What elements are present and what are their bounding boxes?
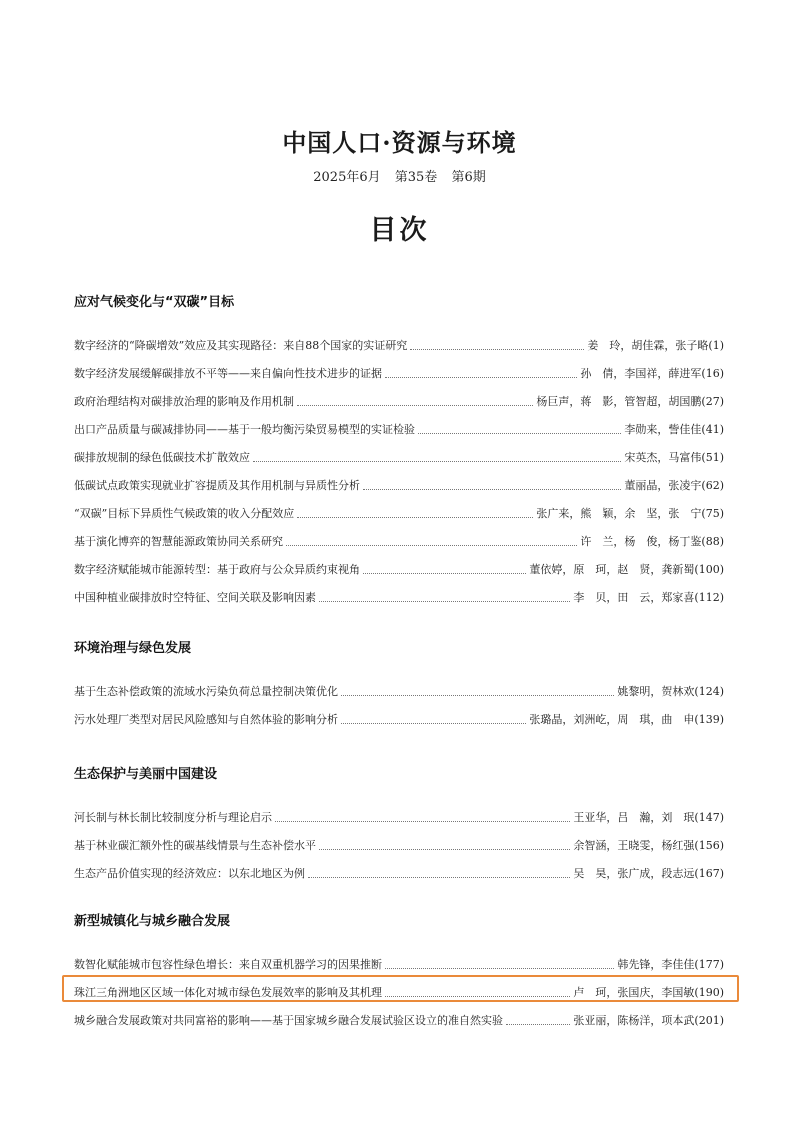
issue-line — [0, 166, 799, 185]
entry-title: 中国种植业碳排放时空特征、空间关联及影响因素 — [74, 591, 316, 604]
entry-title: 数字经济发展缓解碳排放不平等——来自偏向性技术进步的证据 — [74, 367, 382, 380]
entry-list — [74, 804, 724, 888]
dot-leader — [308, 876, 570, 878]
entry-authors: 张璐晶，刘洲屹，周 琪，曲 申 — [529, 713, 695, 726]
dot-leader — [410, 348, 584, 350]
entry-authors: 王亚华，吕 瀚，刘 珉 — [573, 811, 695, 824]
entry-page: (16) — [701, 367, 724, 380]
entry-title: 污水处理厂类型对居民风险感知与自然体验的影响分析 — [74, 713, 338, 726]
toc-heading: 目次 — [369, 215, 430, 246]
entry-page: (156) — [694, 839, 724, 852]
entry-page: (139) — [694, 713, 724, 726]
toc-entry[interactable] — [74, 556, 724, 584]
entry-page: (201) — [694, 1014, 724, 1027]
entry-authors: 董丽晶，张凌宇 — [624, 479, 702, 492]
dot-leader — [297, 404, 533, 406]
toc-section — [74, 294, 724, 612]
journal-title: 中国人口·资源与环境 — [282, 128, 517, 157]
entry-page: (177) — [694, 958, 724, 971]
entry-title: 低碳试点政策实现就业扩容提质及其作用机制与异质性分析 — [74, 479, 360, 492]
entry-authors: 张广来，熊 颖，余 坚，张 宁 — [536, 507, 702, 520]
entry-list — [74, 678, 724, 734]
toc-entry[interactable] — [74, 332, 724, 360]
entry-page: (27) — [701, 395, 724, 408]
entry-title: 珠江三角洲地区区域一体化对城市绿色发展效率的影响及其机理 — [74, 986, 382, 999]
entry-page: (124) — [694, 685, 724, 698]
entry-title: 数智化赋能城市包容性绿色增长：来自双重机器学习的因果推断 — [74, 958, 382, 971]
entry-page: (62) — [701, 479, 724, 492]
entry-authors: 李 贝，田 云，郑家喜 — [573, 591, 695, 604]
section-title: 应对气候变化与“双碳”目标 — [74, 295, 235, 310]
dot-leader — [506, 1023, 570, 1025]
toc-section — [74, 766, 724, 888]
entry-title: 数字经济赋能城市能源转型：基于政府与公众异质约束视角 — [74, 563, 360, 576]
section-title: 生态保护与美丽中国建设 — [74, 767, 218, 782]
entry-authors: 余智涵，王晓雯，杨红强 — [573, 839, 695, 852]
dot-leader — [297, 516, 533, 518]
entry-title: 碳排放规制的绿色低碳技术扩散效应 — [74, 451, 250, 464]
entry-page: (100) — [694, 563, 724, 576]
dot-leader — [363, 572, 526, 574]
toc-entry[interactable] — [74, 804, 724, 832]
entry-authors: 杨巨声，蒋 影，管智超，胡国鹏 — [536, 395, 702, 408]
entry-title: 基于演化博弈的智慧能源政策协同关系研究 — [74, 535, 283, 548]
dot-leader — [319, 848, 570, 850]
dot-leader — [341, 694, 614, 696]
toc-section — [74, 640, 724, 734]
toc-entry[interactable] — [74, 388, 724, 416]
entry-page: (190) — [694, 986, 724, 999]
entry-title: 基于林业碳汇额外性的碳基线情景与生态补偿水平 — [74, 839, 316, 852]
entry-authors: 孙 倩，李国祥，薛进军 — [580, 367, 702, 380]
entry-page: (88) — [701, 535, 724, 548]
issue-date: 2025年6月 — [313, 170, 381, 185]
entry-authors: 宋英杰，马富伟 — [624, 451, 702, 464]
issue-number: 第6期 — [451, 170, 486, 185]
entry-authors: 姜 玲，胡佳霖，张子略 — [587, 339, 709, 352]
toc-entry[interactable] — [74, 1007, 724, 1035]
entry-title: “双碳”目标下异质性气候政策的收入分配效应 — [74, 507, 295, 520]
entry-page: (41) — [701, 423, 724, 436]
entry-title: 基于生态补偿政策的流域水污染负荷总量控制决策优化 — [74, 685, 338, 698]
toc-entry[interactable] — [74, 528, 724, 556]
toc-entry[interactable] — [74, 416, 724, 444]
entry-page: (112) — [694, 591, 724, 604]
entry-authors: 张亚丽，陈杨洋，项本武 — [573, 1014, 695, 1027]
entry-list — [74, 332, 724, 612]
toc-section — [74, 913, 724, 1035]
entry-authors: 吴 昊，张广成，段志远 — [573, 867, 695, 880]
dot-leader — [286, 544, 577, 546]
dot-leader — [418, 432, 621, 434]
issue-volume: 第35卷 — [394, 170, 438, 185]
entry-title: 城乡融合发展政策对共同富裕的影响——基于国家城乡融合发展试验区设立的准自然实验 — [74, 1014, 503, 1027]
entry-page: (1) — [708, 339, 724, 352]
dot-leader — [341, 722, 526, 724]
toc-entry[interactable] — [74, 584, 724, 612]
dot-leader — [385, 967, 614, 969]
toc-entry[interactable] — [74, 832, 724, 860]
toc-entry[interactable] — [74, 706, 724, 734]
dot-leader — [363, 488, 621, 490]
entry-title: 出口产品质量与碳减排协同——基于一般均衡污染贸易模型的实证检验 — [74, 423, 415, 436]
section-title: 新型城镇化与城乡融合发展 — [74, 914, 231, 929]
toc-entry[interactable] — [74, 500, 724, 528]
toc-entry[interactable] — [74, 860, 724, 888]
entry-page: (167) — [694, 867, 724, 880]
entry-page: (147) — [694, 811, 724, 824]
toc-entry[interactable] — [74, 360, 724, 388]
entry-authors: 董依婷，原 珂，赵 贤，龚新蜀 — [529, 563, 695, 576]
entry-title: 河长制与林长制比较制度分析与理论启示 — [74, 811, 272, 824]
dot-leader — [253, 460, 621, 462]
entry-page: (51) — [701, 451, 724, 464]
entry-title: 数字经济的“降碳增效”效应及其实现路径：来自88个国家的实证研究 — [74, 339, 408, 352]
dot-leader — [385, 376, 577, 378]
entry-authors: 韩先锋，李佳佳 — [617, 958, 695, 971]
entry-page: (75) — [701, 507, 724, 520]
entry-authors: 姚黎明，贺林欢 — [617, 685, 695, 698]
toc-entry[interactable] — [74, 444, 724, 472]
entry-authors: 李勋来，訾佳佳 — [624, 423, 702, 436]
highlight-box — [62, 975, 739, 1002]
entry-title: 生态产品价值实现的经济效应：以东北地区为例 — [74, 867, 305, 880]
entry-title: 政府治理结构对碳排放治理的影响及作用机制 — [74, 395, 294, 408]
dot-leader — [319, 600, 570, 602]
entry-authors: 许 兰，杨 俊，杨丁鉴 — [580, 535, 702, 548]
section-title: 环境治理与绿色发展 — [74, 641, 192, 656]
entry-authors: 卢 珂，张国庆，李国敏 — [573, 986, 695, 999]
dot-leader — [275, 820, 570, 822]
toc-entry[interactable] — [74, 472, 724, 500]
toc-entry[interactable] — [74, 678, 724, 706]
